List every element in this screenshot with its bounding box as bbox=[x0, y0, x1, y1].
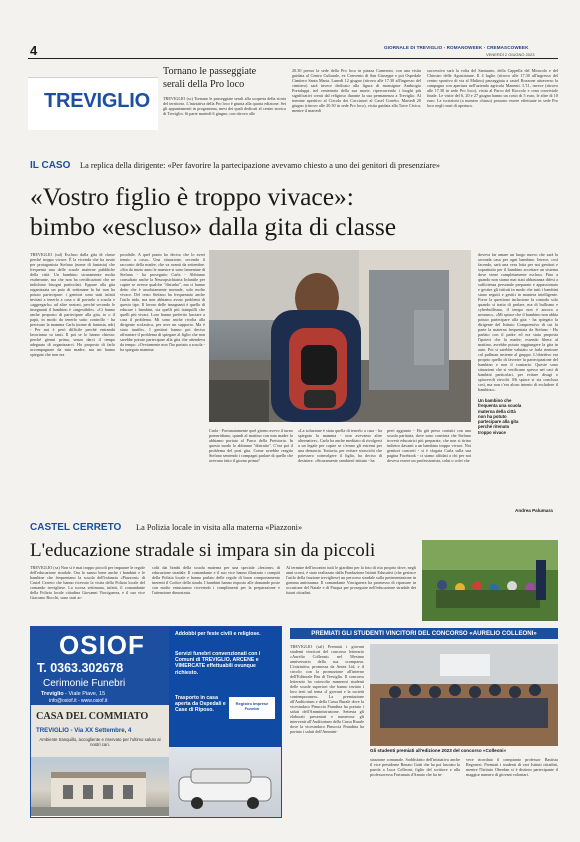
osiof-address-street: Viale Piave, 15 bbox=[68, 691, 106, 697]
second-kicker-bar bbox=[28, 522, 558, 536]
award-photo-caption: Gli studenti premiati all'edizione 2023 del concorso «Colleoni» bbox=[370, 748, 507, 753]
second-kicker: CASTEL CERRETO bbox=[30, 522, 122, 533]
osiof-brand: OSIOF bbox=[59, 630, 145, 660]
issue-date: VENERDÌ 2 GIUGNO 2023 bbox=[486, 52, 535, 57]
osiof-address-city: Treviglio bbox=[41, 691, 64, 697]
main-col2: possibile. A quel punto ho deciso che lo avrei tenuto a casa». Una situazione, secondo il racconto della madre, che va avanti da settembre. «Sin da inizio anno le maestre si sono lamentate di Stefano - ha proseguito Carla - Abbiamo consultato anche la Neuropsichiatria Infantile per capire se avesse qualche "disturbo", ma ci hanno detto che è assolutamente normale, solo molto vivace. Del resto Stefano ha frequentato anche l'asilo nido, ma non abbiamo avuto problemi di questo tipo. Il lavoro delle insegnanti è quello di educare i bambini, sia quelli più tranquilli che quelli più vivaci. Loro hanno preferito lasciare a casa il problema. Mi sono anche rivolta alla dirigente scolastica, per aver un supporto. Ma è stato inutile». I genitori hanno poi deciso affrontare il problema di spiegare al figlio che non sarebbe potuto partecipare alla gita che attendeva da tempo. «Ovviamente non l'ho portato a scuola - ha spiegato mamma bbox=[120, 252, 205, 352]
casa-commiato-desc: Ambiente tranquillo, accogliente e riservato per l'ultimo saluto ai nostri cari. bbox=[39, 737, 161, 748]
main-col6: doveva far amare un luogo nuovo che sarà la seconda casa per ogni bambino. Invece, così facendo, sarà una vera lotta per noi genitori e soprattutto per il bambino accettare un sistema dove viene completamente escluso. Fino a quando non siamo mai stati abbastanza difesi a sufficienza personale preparato e appassionato e gestire gli istituti in modo che tutti i bambini siano seguiti e gestiti in maniera intelligente. Forse la questione inclusione fa comodo solo quando si tratta di parlare, ma di bullismo e cyberbullismo, il tempo non è ancora a nessuno». «Mi spiace che il bambino non abbia potuto partecipare alla gita - ha spiegato la dirigente del Istituto Comprensivo di cui fa parte la materna frequentata da Stefano - Ho parlato con il padre ed era stata proposta l'ipotesi che la madre, essendo libera al mattino, avrebbe potuto raggiungere la gita in auto. Poi si sarebbe valutato se farla rientrare col pullman insieme al gruppo. L'obiettivo era proprio quello di favorire la partecipazione del bambino e non il contrario. Queste sono situazioni che si verificano spesso nei casi di bambini particolari, per evitare disagi o spiacevoli risvolti. Mi spiace si sia conclusa così, ma non c'era alcun intento di escludere il bambino». bbox=[478, 252, 558, 392]
osiof-right-item1: Addobbi per feste civili e religiose. bbox=[175, 631, 261, 637]
osiof-address-sep: - bbox=[65, 691, 69, 697]
casa-commiato-photo bbox=[31, 757, 169, 816]
main-photo-caption: Un bambino che frequenta una scuola materna della città non ha potuto partecipare alla gita perché ritenuto troppo vivace bbox=[478, 398, 522, 435]
award-photo bbox=[370, 644, 558, 746]
main-kicker-text: La replica della dirigente: «Per favorire la partecipazione avevamo chiesto a uno dei genitori di presenziare» bbox=[80, 161, 441, 170]
lead-title bbox=[163, 66, 283, 91]
osiof-right-item2: Servizi funebri convenzionati con i Comuni di TREVIGLIO, ARCENE e VIMERCATE effettuabili ovunque richiesto. bbox=[175, 651, 261, 676]
main-kicker-bar bbox=[28, 160, 558, 174]
lead-body-col2: 20.30 presso la sede della Pro loco in piazza Cameroni, con una visita guidata al Centro Culturale, ex Convento di San Giuseppe e poi Ospedale Cimitero Santa Maria. Lunedì 12 giugno (ritrovo alle 17.30 all'ingresso del cimitero) sarà invece dedicato alla figura di monsignor Ambrogio Portaluppi, nel centenario della sua morte, ripercorrendo i luoghi più significativi creati dal religioso durante la sua permanenza a Treviglio. Al termine aperitivo al Circolo dei Cacciatori al Casel Corrèto. Martedì 20 giugno (ritrovo alle 20.30 in sede Pro loco), visita guidata alla Torre Civica, mentre il martedì bbox=[292, 68, 421, 113]
second-col1: TREVIGLIO (sz) Non si è mai troppo piccoli per imparare le regole dell'educazione stradale. Ora lo sanno bene anche i bambini e le bambine che frequentano la scuola dell'infanzia «Piazzoni» di Castel Cerreto che hanno ricevuto la visita della Polizia locale del comando trevigliese. La scorsa settimana, infatti, il comandante della Polizia locale cittadina Giovanni Vinciguerra, e il suo vice Giacomo Bocchi, sono stati ac- bbox=[30, 565, 145, 600]
main-col3: Carla - Fortunatamente quel giorno avevo il turno pomeridiano, quindi al mattino con mia madre lo abbiamo portato al Parco della Preistoria. In questo modo lo abbiamo "distratto". C'era poi il problema del post gita. Come avrebbe reagito Stefano sentendo i compagni parlare di quello che avevano fatto il giorno prima? bbox=[209, 428, 293, 463]
main-col4: «La soluzione è stata quella di tenerlo a casa - ha spiegato la mamma - non avevamo altre alternative». Carla ha anche meditato di rivolgersi a un legale per capire se c'erano gli estremi per una denuncia. Tuttavia, per evitare strascichi che potessero coinvolgere il figlio, ha deciso di desistere. «Sicuramente cambierò istituto - ha bbox=[298, 428, 382, 463]
award-col3: vece ricordato il compianto professor Bastista Regonesi. Premiati i studenti di vari Istituti cittadini, mentre l'Istituto Oberdan si è distinto partecipante il maggior numero di giovani volontari. bbox=[466, 757, 558, 777]
osiof-left-panel bbox=[31, 627, 169, 705]
osiof-right-item3: Trasporto in casa aperta da Ospedali e Case di Riposo. bbox=[175, 695, 226, 714]
hearse-photo bbox=[169, 747, 281, 817]
osiof-service: Cerimonie Funebri bbox=[43, 678, 126, 689]
award-banner: PREMIATI GLI STUDENTI VINCITORI DEL CONCORSO «AURELIO COLLEONI» bbox=[290, 628, 558, 639]
osiof-ad[interactable] bbox=[30, 626, 282, 818]
hearse-art bbox=[169, 747, 281, 817]
second-col3: Al termine dell'incontro tutti le giardino per la foto di rito proprio dove, negli anni scorsi, è stato realizzato dalla Fondazione Istituti Educativi (che gestisce l'asilo della frazione trevigliese) un percorso stradale sulla pavimentazione in gomma antitrauma. Il comandante Vinciguerra ha promesso di ripassare in occasione del Natale e di Pasqua per proseguire nell'educazione stradale dei futuri cittadini. bbox=[286, 565, 416, 595]
lead-title-line2: serali della Pro loco bbox=[163, 78, 245, 90]
casa-commiato-address: TREVIGLIO - Via XX Settembre, 4 bbox=[36, 727, 132, 734]
casa-commiato-panel bbox=[31, 705, 169, 757]
section-label: TREVIGLIO bbox=[44, 90, 150, 112]
registro-badge bbox=[229, 697, 275, 719]
newspaper-name: GIORNALE DI TREVIGLIO - ROMANOWEEK - CREMASCOWEEK bbox=[384, 45, 529, 50]
main-col1: TREVIGLIO (sal) Escluso dalla gita di classe perché troppo vivace. È la vicenda che ha avuto per protagonista Stefano (nome di fantasia) che frequenta una delle scuole materne pubbliche della città. Un bambino sicuramente molto esuberante, ma che non ha certificazioni che ne indichino bisogni particolari. Eppure alla gita organizzata un paio di settimane fa lui non ha potuto partecipare: i genitori sono stati infatti invitati a tenerlo a casa o di portarlo a scuola e «aggregarlo» ad altre sezioni, perché secondo le insegnanti il bambino è «ingestibile». «Ci hanno anche proposto di partecipare alla gita, io o il papà, in modo da tenerlo sotto controllo - ha precisato la mamma Carla (nome di fantasia, ndr) - Per noi è però difficile perché entrambi lavoriamo so tanti. Il poi se lo hanno chiesto: perché gienni prima, senza darci il tempo adeguato di organizzarci. Ho proposto di farlo accompagnare da mia madre, ma mi hanno spiegato che non era bbox=[30, 252, 115, 357]
page-number: 4 bbox=[30, 43, 38, 58]
casa-building-art bbox=[31, 757, 169, 816]
second-photo-art bbox=[422, 540, 558, 621]
section-label-box bbox=[28, 77, 158, 130]
main-photo-art bbox=[209, 250, 471, 422]
main-kicker: IL CASO bbox=[30, 160, 71, 171]
osiof-right-panel bbox=[169, 627, 281, 817]
award-col1: TREVIGLIO (sal) Premiati i giovani studenti vincitori del concorso letterario «Aurelio Colleoni» nel 50esimo anniversario della sua scomparsa. L'iniziativa, promossa da Antea Ltd, e il circolo con la promozione all'interno dell'Editorale Bru di Treviglio. Il concorso letterario ha coinvolto numerosi studenti delle scuole superiori che hanno inviato i loro testi sul tema «I giovani e la società contemporanea». La premiazione all'Auditorium e della Cassa Rurale dove la vicesindaco Pinuccia Prandina ha portato i saluti dell'Amministrazione. Settesta gli elaborati presentati e numerose gli interventi all'Auditorium della Cassa Rurale dove la vicesindaco Pinuccia Prandina ha portato i saluti dell'Ammini- bbox=[290, 644, 364, 734]
main-byline: Andrea Palumara bbox=[515, 508, 553, 513]
lead-body-col1: TREVIGLIO (sc) Tornano le passeggiate serali alla scoperta della storia del territorio. L'iniziativa della Pro loco è giunta alla quarta edizione. Sei gli appuntamenti in programma, mesi dei quali dedicati al centro storico di Treviglio. Si parte martedì 6 giugno, con ritrovo alle bbox=[163, 96, 286, 116]
second-kicker-text: La Polizia locale in visita alla materna «Piazzoni» bbox=[136, 523, 303, 532]
osiof-address bbox=[41, 691, 105, 697]
main-headline-line2: bimbo «escluso» dalla gita di classe bbox=[30, 212, 397, 241]
main-col5: però aggiunto - Ho già preso contatti con una scuola paritaria, dove sono convinta che Stefano troverà educatrici più preparate, che non si tirino indietro davanti a un bambino troppo vivace. Noi genitori concreti - si è sfogata Carla sulla sua pagina Facebook - ci siamo affidati a chi per noi doveva essere un professionista, colui o colei che bbox=[387, 428, 471, 463]
osiof-email[interactable]: info@osiof.it - www.osiof.it bbox=[49, 698, 108, 704]
osiof-phone: T. 0363.302678 bbox=[37, 661, 124, 675]
second-col2: colti dai bimbi della scuola materna per una speciale «lezione» di educazione stradale. Il comandante e il suo vice hanno illustrato i compiti della Polizia locale e hanno parlato delle regole di buon comportamento inerenti il Codice della strada. I bambini hanno risposto alle domande poste con molto entusiasmo ricevendo i complimenti per la preparazione e l'attenzione dimostrata. bbox=[152, 565, 280, 595]
main-headline bbox=[30, 182, 560, 242]
award-photo-art bbox=[370, 644, 558, 746]
lead-title-line1: Tornano le passeggiate bbox=[163, 66, 257, 77]
registro-badge-text: Registro Imprese Funebri bbox=[235, 701, 269, 711]
header-rule bbox=[28, 58, 558, 59]
second-headline: L'educazione stradale si impara sin da piccoli bbox=[30, 540, 376, 561]
lead-body-col3: successivo sarà la volta del Santuario, della Cappella del Miracolo e del Chiostro delle Agostiniane. Il 4 luglio (ritrovo alle 17.30 all'ingresso del centro sportivo di via al Mulino) passeggiata a castel Rozzone attraverso la campagna con apertura nell'azienda agricola Manenti. L'11, invece (ritrovo alle 17.30 in sede Pro loco), visita al Parco del Roccolo e cena conviviale finale. Le visite del 6, 20 e 27 giugno hanno un costo di 5 euro, le altre di 10 euro. Le iscrizioni (a numero chiuso) possono essere effettuate in sede Pro loco negli orari di apertura. bbox=[427, 68, 558, 108]
second-photo bbox=[422, 540, 558, 621]
award-col2: strazione comunale. Soddisfatto dell'iniziativa anche il vice presidente Renato Gatti che ha poi lasciato la parola a Luca Colleoni, figlio del scrittore e alla professoressa Fortunata d'Amato che ha in- bbox=[370, 757, 460, 777]
main-headline-line1: «Vostro figlio è troppo vivace»: bbox=[30, 182, 354, 211]
main-photo bbox=[209, 250, 471, 422]
casa-commiato-title: CASA DEL COMMIATO bbox=[36, 711, 149, 722]
